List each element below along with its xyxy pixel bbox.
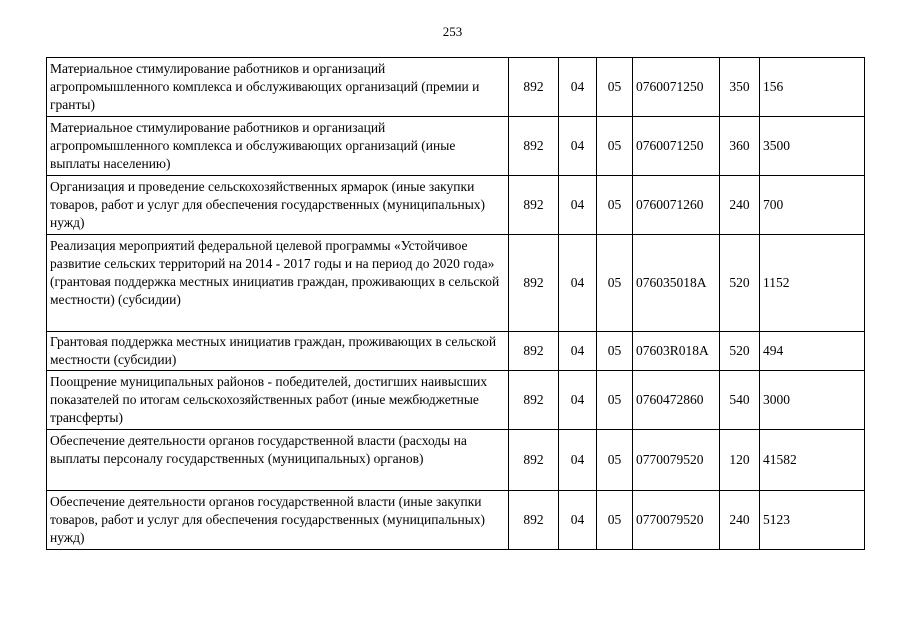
subsection-code-cell: 05 <box>597 371 633 430</box>
section-code-cell: 04 <box>559 332 597 371</box>
sum-cell: 5123 <box>760 491 865 550</box>
row-name-cell: Грантовая поддержка местных инициатив граждан, проживающих в сельской местности (субсидии) <box>47 332 509 371</box>
target-article-cell: 0770079520 <box>633 430 720 491</box>
row-name-cell: Поощрение муниципальных районов - победителей, достигших наивысших показателей по итогам сельскохозяйственных работ (иные межбюджетные трансферты) <box>47 371 509 430</box>
ministry-code-cell: 892 <box>509 117 559 176</box>
expense-type-cell: 360 <box>720 117 760 176</box>
target-article-cell: 0760472860 <box>633 371 720 430</box>
page-number: 253 <box>442 24 463 39</box>
row-name-cell: Организация и проведение сельскохозяйственных ярмарок (иные закупки товаров, работ и услуг для обеспечения государственных (муниципальных) нужд) <box>47 176 509 235</box>
table-row <box>47 176 865 235</box>
expense-type-cell: 120 <box>720 430 760 491</box>
table-row <box>47 332 865 371</box>
target-article-cell: 0760071260 <box>633 176 720 235</box>
subsection-code-cell: 05 <box>597 491 633 550</box>
row-name-cell: Материальное стимулирование работников и организаций агропромышленного комплекса и обслуживающих организаций (премии и гранты) <box>47 58 509 117</box>
table-row <box>47 58 865 117</box>
subsection-code-cell: 05 <box>597 117 633 176</box>
sum-cell: 3500 <box>760 117 865 176</box>
expense-type-cell: 520 <box>720 332 760 371</box>
expense-type-cell: 350 <box>720 58 760 117</box>
table-row <box>47 371 865 430</box>
table-row <box>47 235 865 332</box>
subsection-code-cell: 05 <box>597 430 633 491</box>
sum-cell: 494 <box>760 332 865 371</box>
section-code-cell: 04 <box>559 491 597 550</box>
section-code-cell: 04 <box>559 117 597 176</box>
expense-type-cell: 240 <box>720 176 760 235</box>
subsection-code-cell: 05 <box>597 235 633 332</box>
target-article-cell: 0770079520 <box>633 491 720 550</box>
subsection-code-cell: 05 <box>597 58 633 117</box>
section-code-cell: 04 <box>559 430 597 491</box>
row-name-cell: Обеспечение деятельности органов государственной власти (иные закупки товаров, работ и услуг для обеспечения государственных (муниципальных) нужд) <box>47 491 509 550</box>
expense-type-cell: 540 <box>720 371 760 430</box>
ministry-code-cell: 892 <box>509 235 559 332</box>
sum-cell: 3000 <box>760 371 865 430</box>
section-code-cell: 04 <box>559 235 597 332</box>
expense-type-cell: 520 <box>720 235 760 332</box>
table-row <box>47 117 865 176</box>
table-row <box>47 491 865 550</box>
row-name-cell: Реализация мероприятий федеральной целевой программы «Устойчивое развитие сельских территорий на 2014 - 2017 годы и на период до 2020 года» (грантовая поддержка местных инициатив граждан, проживающих в сельской местности) (субсидии) <box>47 235 509 332</box>
section-code-cell: 04 <box>559 58 597 117</box>
target-article-cell: 0760071250 <box>633 117 720 176</box>
target-article-cell: 0760071250 <box>633 58 720 117</box>
subsection-code-cell: 05 <box>597 176 633 235</box>
sum-cell: 1152 <box>760 235 865 332</box>
ministry-code-cell: 892 <box>509 176 559 235</box>
target-article-cell: 076035018А <box>633 235 720 332</box>
ministry-code-cell: 892 <box>509 491 559 550</box>
ministry-code-cell: 892 <box>509 58 559 117</box>
subsection-code-cell: 05 <box>597 332 633 371</box>
ministry-code-cell: 892 <box>509 371 559 430</box>
target-article-cell: 07603R018А <box>633 332 720 371</box>
ministry-code-cell: 892 <box>509 430 559 491</box>
sum-cell: 41582 <box>760 430 865 491</box>
sum-cell: 700 <box>760 176 865 235</box>
section-code-cell: 04 <box>559 371 597 430</box>
table-row <box>47 430 865 491</box>
expense-type-cell: 240 <box>720 491 760 550</box>
sum-cell: 156 <box>760 58 865 117</box>
row-name-cell: Материальное стимулирование работников и организаций агропромышленного комплекса и обслуживающих организаций (иные выплаты населению) <box>47 117 509 176</box>
row-name-cell: Обеспечение деятельности органов государственной власти (расходы на выплаты персоналу государственных (муниципальных) органов) <box>47 430 509 491</box>
budget-table <box>46 57 865 550</box>
section-code-cell: 04 <box>559 176 597 235</box>
ministry-code-cell: 892 <box>509 332 559 371</box>
